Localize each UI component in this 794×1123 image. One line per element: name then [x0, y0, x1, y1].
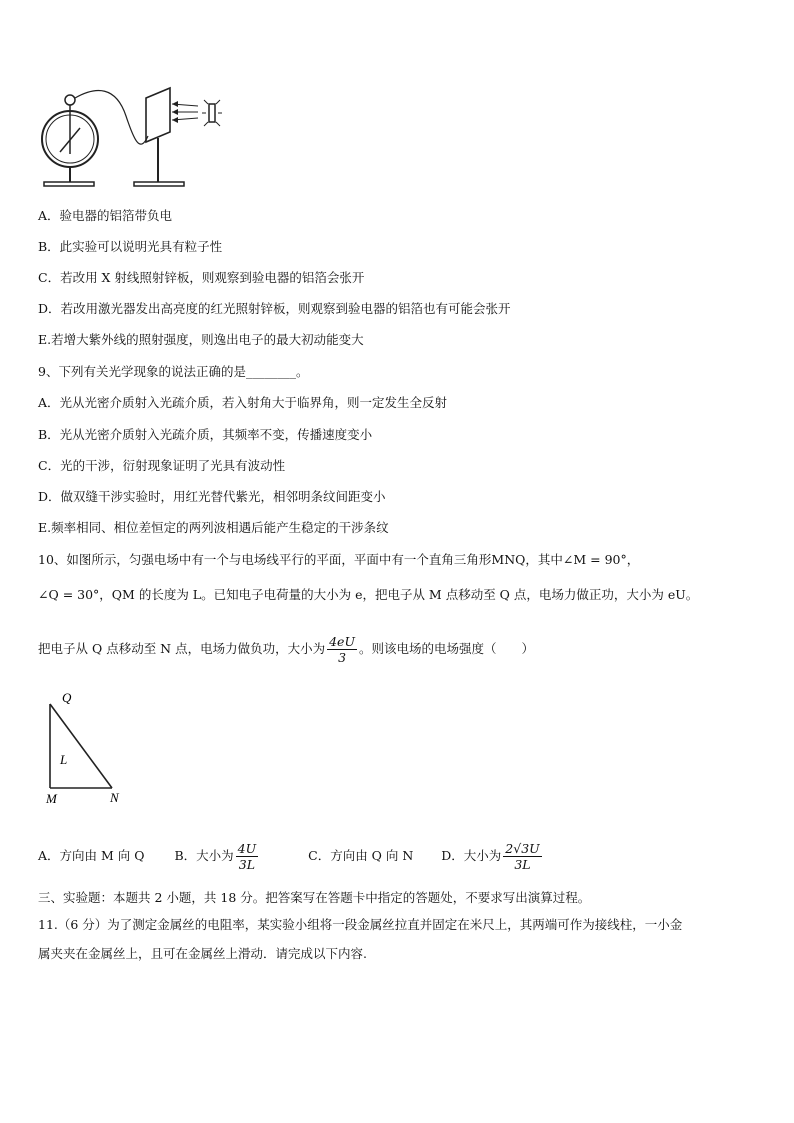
vertex-label-q: Q	[62, 690, 72, 705]
fraction-numerator: 2√3U	[505, 841, 540, 856]
q10-options-row	[38, 838, 544, 874]
fraction-4u-over-3l	[236, 841, 259, 872]
q11-line-1: 11.（6 分）为了测定金属丝的电阻率，某实验小组将一段金属丝拉直并固定在米尺上，其两端可作为接线柱，一小金	[38, 917, 683, 932]
fraction-numerator: 4eU	[329, 634, 355, 649]
q9-option-b: B．光从光密介质射入光疏介质，其频率不变，传播速度变小	[38, 427, 373, 442]
q10-option-c: C．方向由 Q 向 N	[308, 848, 414, 863]
q9-option-e: E.频率相同、相位差恒定的两列波相遇后能产生稳定的干涉条纹	[38, 520, 389, 535]
q9-option-c: C．光的干涉，衍射现象证明了光具有波动性	[38, 458, 286, 473]
photoelectric-apparatus-figure	[36, 76, 236, 196]
q10-option-a: A．方向由 M 向 Q	[38, 848, 145, 863]
q8-option-d: D．若改用激光器发出高亮度的红光照射锌板，则观察到验电器的铝箔也有可能会张开	[38, 301, 511, 316]
fraction-4eu-over-3	[327, 634, 357, 665]
vertex-label-m: M	[46, 791, 57, 806]
q10-line-1: 10、如图所示，匀强电场中有一个与电场线平行的平面，平面中有一个直角三角形MNQ，其中∠M = 90°，	[38, 552, 640, 567]
triangle-mnq-figure	[40, 690, 140, 810]
fraction-denominator: 3L	[514, 857, 531, 872]
q10-line-3-text: 把电子从 Q 点移动至 N 点，电场力做负功，大小为	[38, 641, 326, 656]
q10-option-d	[441, 841, 543, 872]
q10-option-b-label: B．大小为	[174, 848, 234, 863]
fraction-2root3u-over-3l	[503, 841, 541, 872]
q9-option-a: A．光从光密介质射入光疏介质，若入射角大于临界角，则一定发生全反射	[38, 395, 448, 410]
fraction-numerator: 4U	[237, 841, 257, 856]
q8-option-b: B．此实验可以说明光具有粒子性	[38, 239, 223, 254]
q9-stem: 9、下列有关光学现象的说法正确的是________。	[38, 364, 309, 379]
q10-line-3-end: 。则该电场的电场强度（ ）	[358, 641, 534, 656]
fraction-denominator: 3L	[238, 857, 256, 872]
vertex-label-n: N	[110, 790, 119, 805]
q9-option-d: D．做双缝干涉实验时，用红光替代紫光，相邻明条纹间距变小	[38, 489, 386, 504]
q8-option-a: A．验电器的铝箔带负电	[38, 208, 173, 223]
q10-line-2: ∠Q = 30°，QM 的长度为 L。已知电子电荷量的大小为 e，把电子从 M 点移动至 Q 点，电场力做正功，大小为 eU。	[38, 587, 699, 602]
side-label-l: L	[60, 752, 68, 767]
q10-option-b	[174, 841, 260, 872]
q10-line-3	[38, 632, 534, 666]
q10-option-d-label: D．大小为	[441, 848, 502, 863]
q8-option-c: C．若改用 X 射线照射锌板，则观察到验电器的铝箔会张开	[38, 270, 365, 285]
section-3-heading: 三、实验题：本题共 2 小题，共 18 分。把答案写在答题卡中指定的答题处，不要求写出演算过程。	[38, 890, 591, 905]
q8-option-e: E.若增大紫外线的照射强度，则逸出电子的最大初动能变大	[38, 332, 364, 347]
q11-line-2: 属夹夹在金属丝上，且可在金属丝上滑动．请完成以下内容.	[38, 946, 367, 961]
fraction-denominator: 3	[338, 650, 347, 665]
